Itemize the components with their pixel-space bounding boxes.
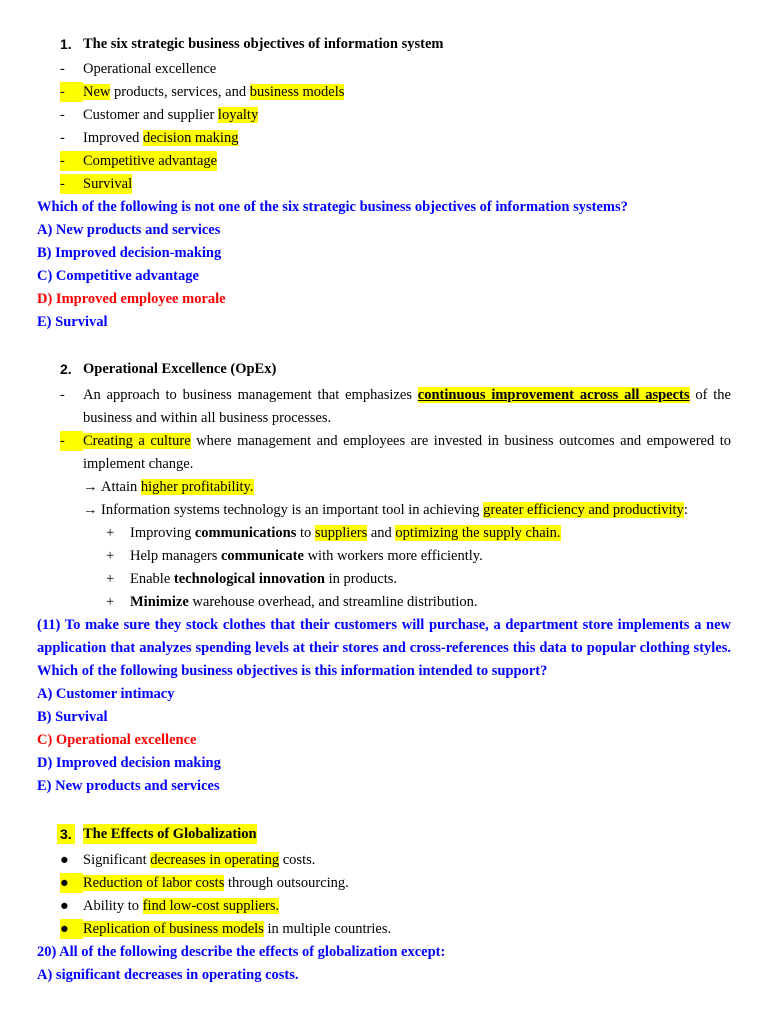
plus-marker: +: [106, 571, 115, 587]
text-run: Enable: [130, 571, 174, 587]
text-run: Attain: [101, 479, 141, 495]
answer-option: [0, 684, 768, 704]
option-a: A) Customer intimacy: [37, 686, 175, 702]
item-text: [83, 850, 315, 870]
question-text: application that analyzes spending levels at their stores and cross-references this data to popular clothing styles.: [37, 640, 731, 656]
section-title: The Effects of Globalization: [83, 826, 257, 842]
question: [0, 638, 768, 658]
question-text: Which of the following business objectives is this information intended to support?: [37, 663, 548, 679]
text-run: products, services, and: [110, 84, 250, 100]
list-item: [0, 105, 768, 125]
bold-run: communications: [194, 525, 297, 541]
paragraph-text: [83, 431, 731, 451]
answer-option: [0, 243, 768, 263]
answer-option: [0, 220, 768, 240]
text-run: through outsourcing.: [224, 875, 349, 891]
text-run: Improving: [130, 525, 195, 541]
bullet-item: [0, 896, 768, 916]
bold-run: technological innovation: [173, 571, 325, 587]
answer-option: [0, 707, 768, 727]
list-item: [0, 151, 768, 171]
option-e: E) New products and services: [37, 778, 220, 794]
item-text: [101, 477, 254, 497]
section-title: The six strategic business objectives of information system: [83, 36, 444, 52]
text-run: Customer and supplier: [83, 107, 218, 123]
text-run: An approach to business management that emphasizes: [83, 387, 418, 403]
answer-option-correct: [0, 730, 768, 750]
item-text: [83, 105, 258, 125]
text-run: where management and employees are invested in business outcomes and empowered to: [190, 433, 732, 449]
item-text: [130, 569, 397, 589]
option-c: C) Operational excellence: [37, 732, 197, 748]
highlight: decision making: [143, 130, 239, 146]
dash-marker: -: [60, 151, 83, 171]
question: [0, 615, 768, 635]
question-text: 20) All of the following describe the effects of globalization except:: [37, 944, 446, 960]
text-run: warehouse overhead, and streamline distribution.: [188, 594, 478, 610]
paragraph-text: implement change.: [83, 456, 194, 472]
item-text: [83, 128, 238, 148]
question-text: (11) To make sure they stock clothes that their customers will purchase, a department store implements a new: [37, 617, 731, 633]
option-d: D) Improved decision making: [37, 755, 221, 771]
answer-option-correct: [0, 289, 768, 309]
item-text: [130, 523, 561, 543]
section-1-heading: [0, 34, 768, 54]
section-number: 2.: [60, 361, 72, 377]
text-run: in multiple countries.: [263, 921, 392, 937]
section-3-heading: [0, 824, 768, 844]
paragraph-line: [0, 431, 768, 451]
bullet-marker: ●: [60, 919, 83, 939]
highlight: optimizing the supply chain.: [395, 525, 561, 541]
text-run: of the: [689, 387, 731, 403]
bold-run: Minimize: [130, 594, 189, 610]
section-number: 3.: [57, 824, 75, 844]
option-c: C) Competitive advantage: [37, 268, 199, 284]
dash-marker: -: [60, 431, 83, 451]
section-title: Operational Excellence (OpEx): [83, 361, 277, 377]
bullet-marker: ●: [60, 873, 83, 893]
answer-option: [0, 753, 768, 773]
text-run: and: [367, 525, 396, 541]
highlight: suppliers: [314, 525, 368, 541]
dash-marker: -: [60, 107, 65, 123]
highlight: greater efficiency and productivity: [483, 502, 684, 518]
plus-item: [0, 592, 768, 612]
text-run: costs.: [279, 852, 316, 868]
plus-marker: +: [106, 594, 115, 610]
item-text: [130, 592, 478, 612]
highlight: Competitive advantage: [83, 153, 218, 169]
answer-option: [0, 965, 768, 985]
answer-option: [0, 312, 768, 332]
bullet-marker: ●: [60, 898, 69, 914]
plus-marker: +: [106, 525, 115, 541]
item-text: [101, 500, 688, 520]
text-run: Information systems technology is an important tool in achieving: [101, 502, 484, 518]
highlight: higher profitability.: [140, 479, 254, 495]
dash-marker: -: [60, 61, 65, 77]
text-run: Improved: [83, 130, 143, 146]
question-text: Which of the following is not one of the six strategic business objectives of information systems?: [37, 199, 628, 215]
arrow-right-icon: →: [83, 502, 98, 518]
section-2-heading: [0, 359, 768, 379]
highlight: Survival: [83, 176, 133, 192]
answer-option: [0, 266, 768, 286]
arrow-item: [0, 500, 768, 520]
highlight: continuous improvement across all aspects: [417, 387, 690, 403]
answer-option: [0, 776, 768, 796]
option-e: E) Survival: [37, 314, 108, 330]
item-text: [83, 873, 349, 893]
bullet-item: [0, 919, 768, 939]
dash-marker: -: [60, 82, 83, 102]
question: [0, 661, 768, 681]
paragraph-line: [0, 385, 768, 405]
highlight: loyalty: [217, 107, 259, 123]
highlight: decreases in operating: [150, 852, 280, 868]
list-item: [0, 128, 768, 148]
plus-item: [0, 546, 768, 566]
arrow-right-icon: →: [83, 479, 98, 495]
list-item: [0, 59, 768, 79]
text-run: :: [683, 502, 688, 518]
highlight: Replication of business models: [83, 921, 264, 937]
highlight: Creating a culture: [83, 433, 191, 449]
item-text: Operational excellence: [83, 61, 217, 77]
plus-marker: +: [106, 548, 115, 564]
text-run: with workers more efficiently.: [303, 548, 483, 564]
bullet-item: [0, 850, 768, 870]
option-b: B) Improved decision-making: [37, 245, 222, 261]
paragraph-line: [0, 454, 768, 474]
paragraph-text: [83, 385, 731, 405]
text-run: Significant: [83, 852, 151, 868]
option-b: B) Survival: [37, 709, 108, 725]
plus-item: [0, 523, 768, 543]
paragraph-text: business and within all business processes.: [83, 410, 332, 426]
dash-marker: -: [60, 387, 65, 403]
highlight: business models: [249, 84, 345, 100]
item-text: [130, 546, 483, 566]
highlight: Reduction of labor costs: [83, 875, 225, 891]
arrow-item: [0, 477, 768, 497]
dash-marker: -: [60, 174, 83, 194]
text-run: in products.: [324, 571, 398, 587]
paragraph-line: [0, 408, 768, 428]
item-text: [83, 896, 279, 916]
bold-run: communicate: [221, 548, 304, 564]
highlight: find low-cost suppliers.: [142, 898, 280, 914]
list-item: [0, 82, 768, 102]
option-d: D) Improved employee morale: [37, 291, 226, 307]
option-a: A) significant decreases in operating costs.: [37, 967, 299, 983]
text-run: Ability to: [83, 898, 143, 914]
question: [0, 197, 768, 217]
text-run: to: [296, 525, 315, 541]
plus-item: [0, 569, 768, 589]
highlight: New: [83, 84, 111, 100]
list-item: [0, 174, 768, 194]
item-text: [83, 82, 344, 102]
bullet-marker: ●: [60, 852, 69, 868]
item-text: [83, 919, 391, 939]
text-run: Help managers: [130, 548, 221, 564]
dash-marker: -: [60, 130, 65, 146]
bullet-item: [0, 873, 768, 893]
section-number: 1.: [60, 36, 72, 52]
question: [0, 942, 768, 962]
option-a: A) New products and services: [37, 222, 221, 238]
